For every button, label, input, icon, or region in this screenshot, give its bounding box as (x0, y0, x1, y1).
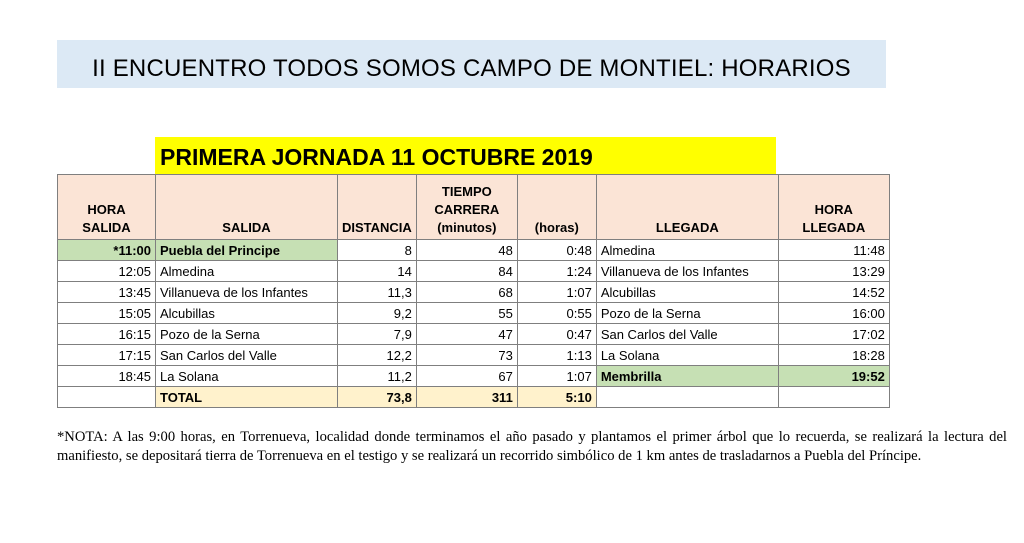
cell-horas: 1:07 (517, 282, 596, 303)
cell-hora-salida: *11:00 (58, 240, 156, 261)
header-llegada: LLEGADA (596, 175, 778, 240)
cell-minutos: 48 (416, 240, 517, 261)
table-row (58, 303, 890, 324)
cell-hora-llegada: 13:29 (778, 261, 889, 282)
header-tiempo-line1: TIEMPO (441, 184, 492, 199)
cell-minutos: 55 (416, 303, 517, 324)
cell-distancia: 7,9 (338, 324, 417, 345)
schedule-table (57, 174, 890, 408)
cell-hora-llegada: 11:48 (778, 240, 889, 261)
cell-hora-salida: 13:45 (58, 282, 156, 303)
total-distancia: 73,8 (338, 387, 417, 408)
jornada-title: PRIMERA JORNADA 11 OCTUBRE 2019 (160, 144, 593, 170)
cell-horas: 1:07 (517, 366, 596, 387)
header-tiempo-line2: CARRERA (434, 202, 500, 217)
cell-salida: Puebla del Principe (156, 240, 338, 261)
cell-hora-llegada: 16:00 (778, 303, 889, 324)
cell-minutos: 84 (416, 261, 517, 282)
total-row (58, 387, 890, 408)
cell-distancia: 8 (338, 240, 417, 261)
table-row (58, 324, 890, 345)
total-minutos: 311 (416, 387, 517, 408)
cell-llegada: Membrilla (596, 366, 778, 387)
cell-distancia: 11,2 (338, 366, 417, 387)
cell-llegada: Pozo de la Serna (596, 303, 778, 324)
table-row (58, 282, 890, 303)
header-row (58, 175, 890, 240)
cell-salida: La Solana (156, 366, 338, 387)
cell-hora-salida: 16:15 (58, 324, 156, 345)
cell-salida: Almedina (156, 261, 338, 282)
cell-horas: 0:48 (517, 240, 596, 261)
cell-hora-llegada: 18:28 (778, 345, 889, 366)
table-row (58, 240, 890, 261)
cell-hora-salida: 15:05 (58, 303, 156, 324)
cell-horas: 0:55 (517, 303, 596, 324)
page-title: II ENCUENTRO TODOS SOMOS CAMPO DE MONTIEL: HORARIOS (92, 55, 851, 82)
total-horas: 5:10 (517, 387, 596, 408)
table-row (58, 345, 890, 366)
cell-distancia: 9,2 (338, 303, 417, 324)
cell-hora-llegada: 17:02 (778, 324, 889, 345)
title-banner (57, 40, 886, 88)
cell-llegada: Villanueva de los Infantes (596, 261, 778, 282)
cell-minutos: 67 (416, 366, 517, 387)
cell-distancia: 11,3 (338, 282, 417, 303)
header-distancia: DISTANCIA (338, 175, 417, 240)
header-hora-llegada: HORA LLEGADA (778, 175, 889, 240)
cell-llegada: San Carlos del Valle (596, 324, 778, 345)
cell-hora-salida: 17:15 (58, 345, 156, 366)
header-salida: SALIDA (156, 175, 338, 240)
jornada-banner (155, 137, 776, 174)
header-tiempo-line3: (minutos) (437, 220, 497, 235)
cell-llegada: La Solana (596, 345, 778, 366)
total-label: TOTAL (156, 387, 338, 408)
cell-hora-llegada: 19:52 (778, 366, 889, 387)
cell-salida: Alcubillas (156, 303, 338, 324)
cell-salida: San Carlos del Valle (156, 345, 338, 366)
cell-llegada: Almedina (596, 240, 778, 261)
cell-salida: Pozo de la Serna (156, 324, 338, 345)
footnote: *NOTA: A las 9:00 horas, en Torrenueva, localidad donde terminamos el año pasado y plantamos el primer árbol que lo recuerda, se realizará la lectura del manifiesto, se depositará tierra de Torrenueva en el testigo y se realizará un recorrido simbólico de 1 km antes de trasladarnos a Puebla del Príncipe. (57, 429, 1007, 464)
cell-horas: 1:13 (517, 345, 596, 366)
cell-distancia: 14 (338, 261, 417, 282)
header-tiempo-carrera (416, 175, 517, 240)
cell-minutos: 73 (416, 345, 517, 366)
cell-hora-salida: 12:05 (58, 261, 156, 282)
cell-hora-salida: 18:45 (58, 366, 156, 387)
cell-distancia: 12,2 (338, 345, 417, 366)
cell-salida: Villanueva de los Infantes (156, 282, 338, 303)
table-row (58, 261, 890, 282)
cell-horas: 0:47 (517, 324, 596, 345)
header-hora-salida: HORA SALIDA (58, 175, 156, 240)
cell-minutos: 68 (416, 282, 517, 303)
cell-horas: 1:24 (517, 261, 596, 282)
header-horas: (horas) (517, 175, 596, 240)
cell-empty (596, 387, 778, 408)
cell-empty (778, 387, 889, 408)
cell-hora-llegada: 14:52 (778, 282, 889, 303)
cell-minutos: 47 (416, 324, 517, 345)
cell-empty (58, 387, 156, 408)
cell-llegada: Alcubillas (596, 282, 778, 303)
table-row (58, 366, 890, 387)
